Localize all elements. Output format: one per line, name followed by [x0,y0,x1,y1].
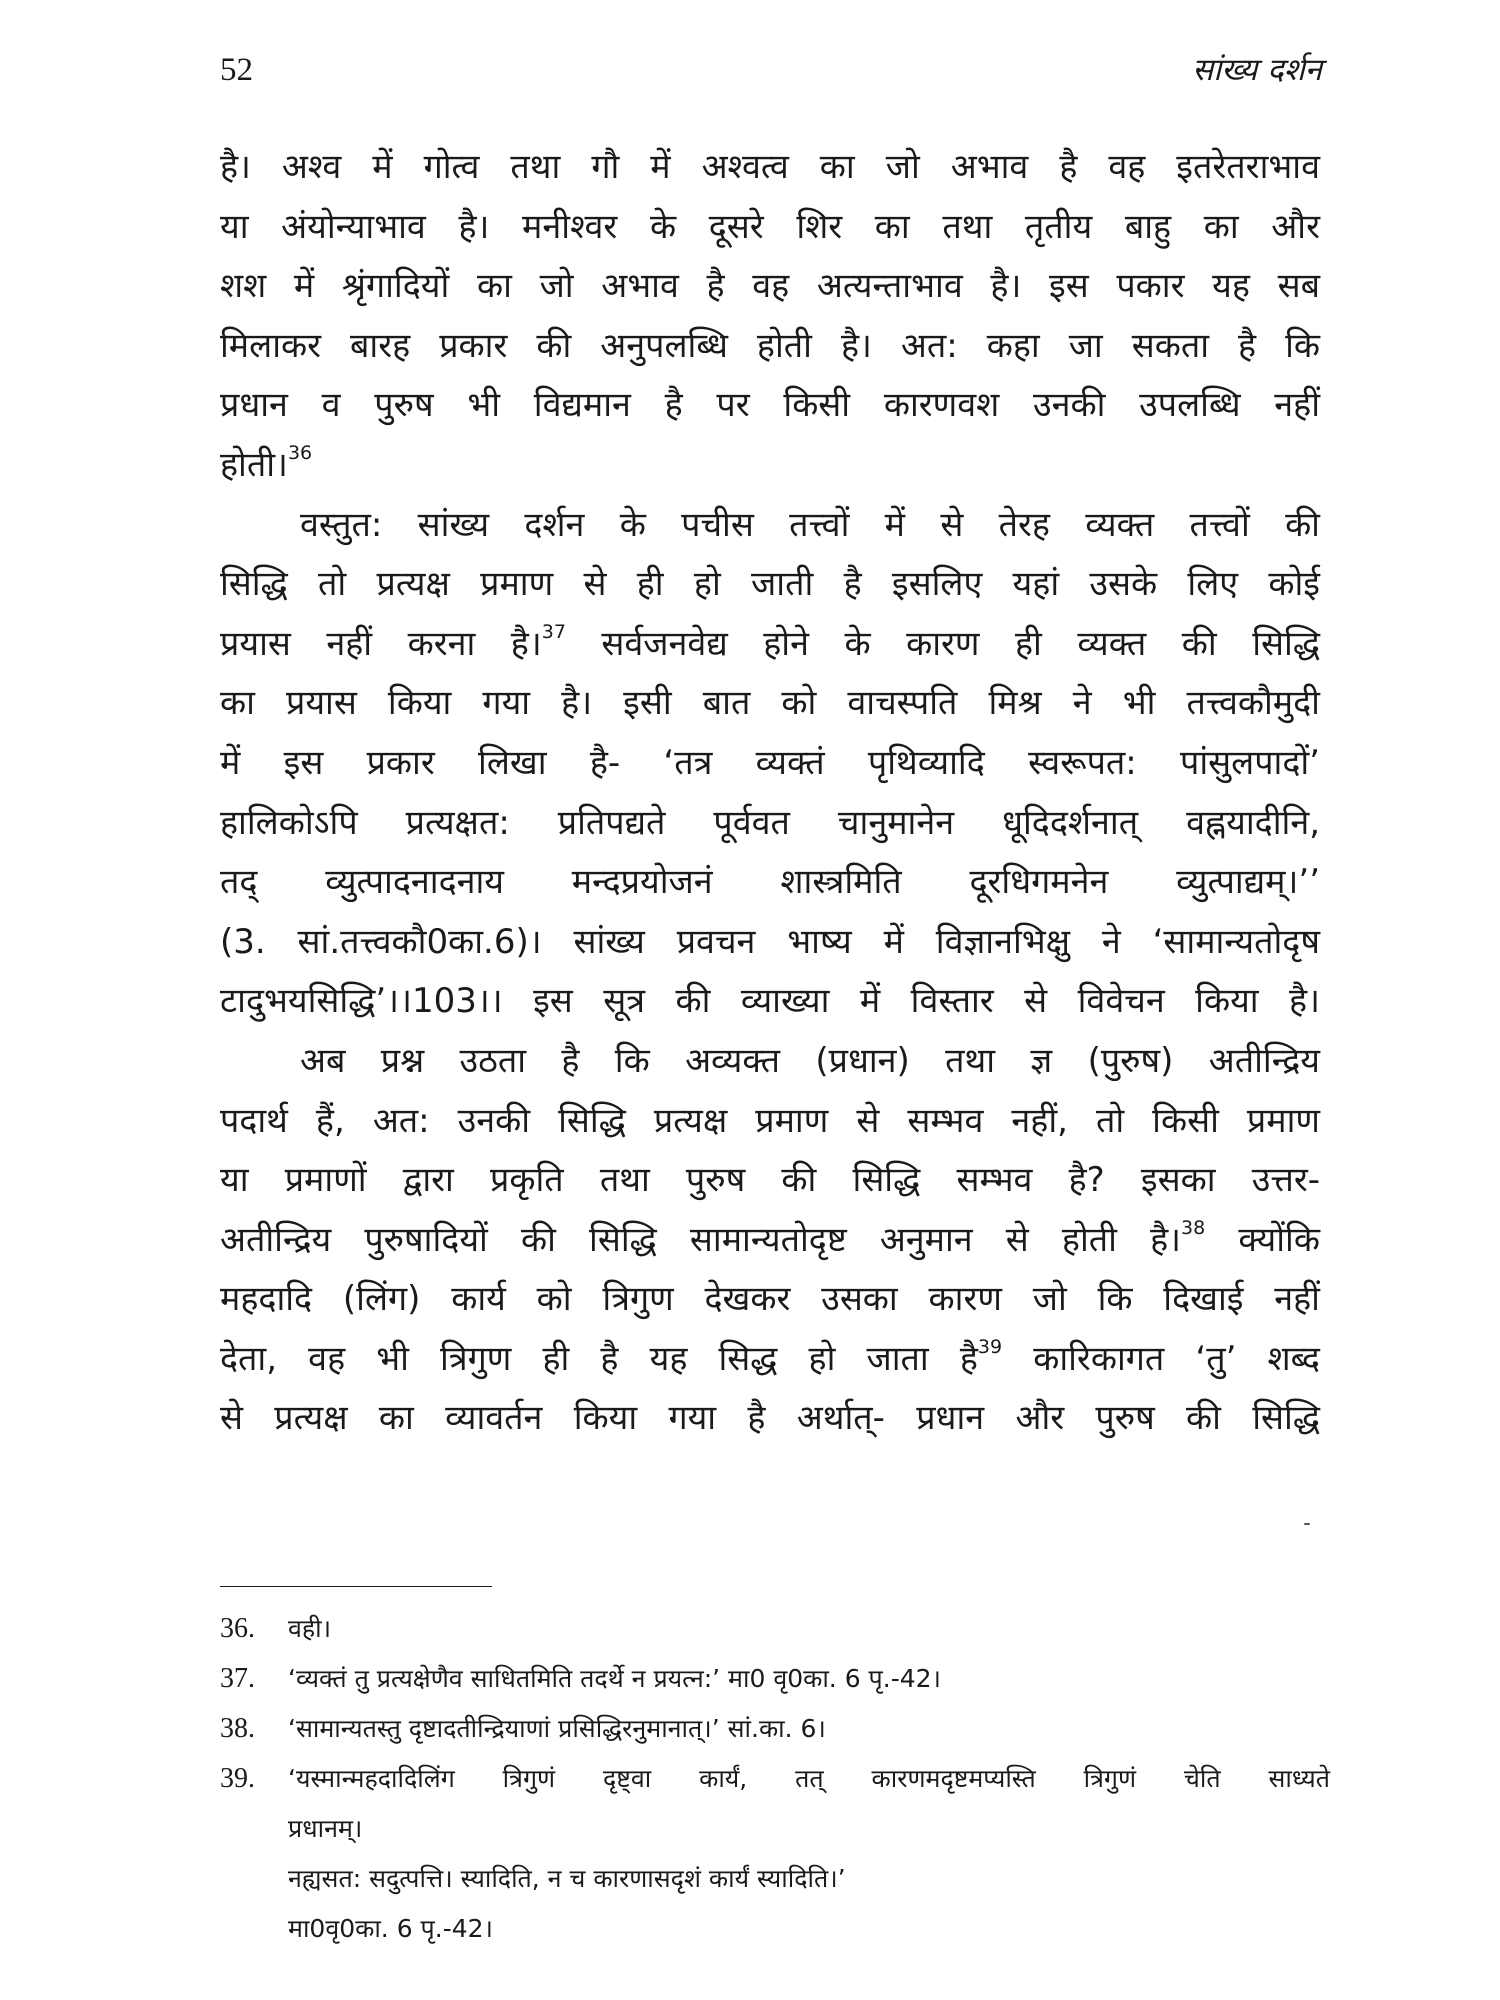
footnote [220,1604,1330,1654]
text-line: का प्रयास किया गया है। इसी बात को वाचस्पति मिश्र ने भी तत्त्वकौमुदी [220,683,1320,724]
text-line: वस्तुत: सांख्य दर्शन के पचीस तत्त्वों में से तेरह व्यक्त तत्त्वों की [300,504,1320,545]
footnote-ref-37: 37 [541,620,566,643]
text-line: टादुभयसिद्धि’।।103।। इस सूत्र की व्याख्या में विस्तार से विवेचन किया है। [220,981,1320,1022]
footnote-rule [220,1586,492,1587]
scan-speck [1304,1523,1310,1525]
text-line [220,436,1320,496]
footnote-continuation: प्रधानम्। [288,1814,363,1843]
page-header [220,48,1322,96]
running-title: सांख्य दर्शन [1192,52,1322,88]
text-line: है। अश्व में गोत्व तथा गौ में अश्वत्व का जो अभाव है वह इतरेतराभाव [220,147,1320,187]
body-text [220,138,1320,1449]
footnotes [220,1604,1330,1954]
text-line [220,615,1320,675]
text-segment: अतीन्द्रिय पुरुषादियों की सिद्धि सामान्यतोदृष्ट अनुमान से होती है।$^{38}$ क्योंकि [220,1216,1320,1260]
footnote-ref-39: 39 [977,1335,1003,1358]
footnote-number: 38. [220,1713,255,1744]
footnote-ref-38: 38 [1181,1216,1206,1239]
footnote-continuation: नह्यसत: सदुत्पत्ति। स्यादिति, न च कारणासदृशं कार्यं स्यादिति।’ [288,1864,846,1893]
footnote-number: 39. [220,1763,255,1794]
text-line: पदार्थ हैं, अत: उनकी सिद्धि प्रत्यक्ष प्रमाण से सम्भव नहीं, तो किसी प्रमाण [220,1100,1320,1141]
text-line: शश में श्रृंगादियों का जो अभाव है वह अत्यन्ताभाव है। इस पकार यह सब [220,266,1320,307]
text-line: सिद्धि तो प्रत्यक्ष प्रमाण से ही हो जाती है इसलिए यहां उसके लिए कोई [220,564,1320,605]
footnote-ref-36: 36 [287,441,313,464]
footnote [220,1754,1330,1804]
text-line: अब प्रश्न उठता है कि अव्यक्त (प्रधान) तथा ज्ञ (पुरुष) अतीन्द्रिय [300,1040,1320,1081]
text-line: (3. सां.तत्त्वकौ0का.6)। सांख्य प्रवचन भाष्य में विज्ञानभिक्षु ने ‘सामान्यतोदृष [220,921,1320,962]
text-line: या प्रमाणों द्वारा प्रकृति तथा पुरुष की सिद्धि सम्भव है? इसका उत्तर- [220,1160,1320,1201]
text-line: प्रधान व पुरुष भी विद्यमान है पर किसी कारणवश उनकी उपलब्धि नहीं [220,385,1320,426]
text-line: हालिकोऽपि प्रत्यक्षत: प्रतिपद्यते पूर्ववत चानुमानेन धूदिदर्शनात् वह्नयादीनि, [220,802,1320,843]
text-line: से प्रत्यक्ष का व्यावर्तन किया गया है अर्थात्- प्रधान और पुरुष की सिद्धि [220,1398,1320,1439]
text-segment: देता, वह भी त्रिगुण ही है यह सिद्ध हो जाता है$^{39}$ कारिकागत ‘तु’ शब्द [220,1335,1320,1379]
text-line: मिलाकर बारह प्रकार की अनुपलब्धि होती है। अत: कहा जा सकता है कि [220,325,1320,366]
footnote-text: वही। [288,1614,332,1643]
footnote-continuation: मा0वृ0का. 6 पृ.-42। [288,1914,494,1943]
text-line: तद् व्युत्पादनादनाय मन्दप्रयोजनं शास्त्रमिति दूरधिगमनेन व्युत्पाद्यम्।’’ [220,862,1320,903]
text-line [220,1330,1320,1390]
text-segment: होती। [220,444,288,485]
footnote-text: ‘यस्मान्महदादिलिंग त्रिगुणं दृष्ट्वा कार्यं, तत् कारणमदृष्टमप्यस्ति त्रिगुणं चेति साध्यते [288,1764,1330,1793]
text-line: या अंयोन्याभाव है। मनीश्वर के दूसरे शिर का तथा तृतीय बाहु का और [220,206,1320,247]
footnote-text: ‘व्यक्तं तु प्रत्यक्षेणैव साधितमिति तदर्थे न प्रयत्न:’ मा0 वृ0का. 6 पृ.-42। [288,1664,942,1693]
footnote-number: 37. [220,1663,255,1694]
footnote [220,1654,1330,1704]
footnote-text: ‘सामान्यतस्तु दृष्टादतीन्द्रियाणां प्रसिद्धिरनुमानात्।’ सां.का. 6। [288,1714,826,1743]
text-line: महदादि (लिंग) कार्य को त्रिगुण देखकर उसका कारण जो कि दिखाई नहीं [220,1279,1320,1320]
text-line: में इस प्रकार लिखा है- ‘तत्र व्यक्तं पृथिव्यादि स्वरूपत: पांसुलपादों’ [220,742,1320,783]
footnote [220,1704,1330,1754]
text-segment: प्रयास नहीं करना है।$^{37}$ सर्वजनवेद्य होने के कारण ही व्यक्त की सिद्धि [220,620,1320,664]
page-number: 52 [220,52,253,88]
footnote-number: 36. [220,1613,255,1644]
text-line [220,1211,1320,1271]
